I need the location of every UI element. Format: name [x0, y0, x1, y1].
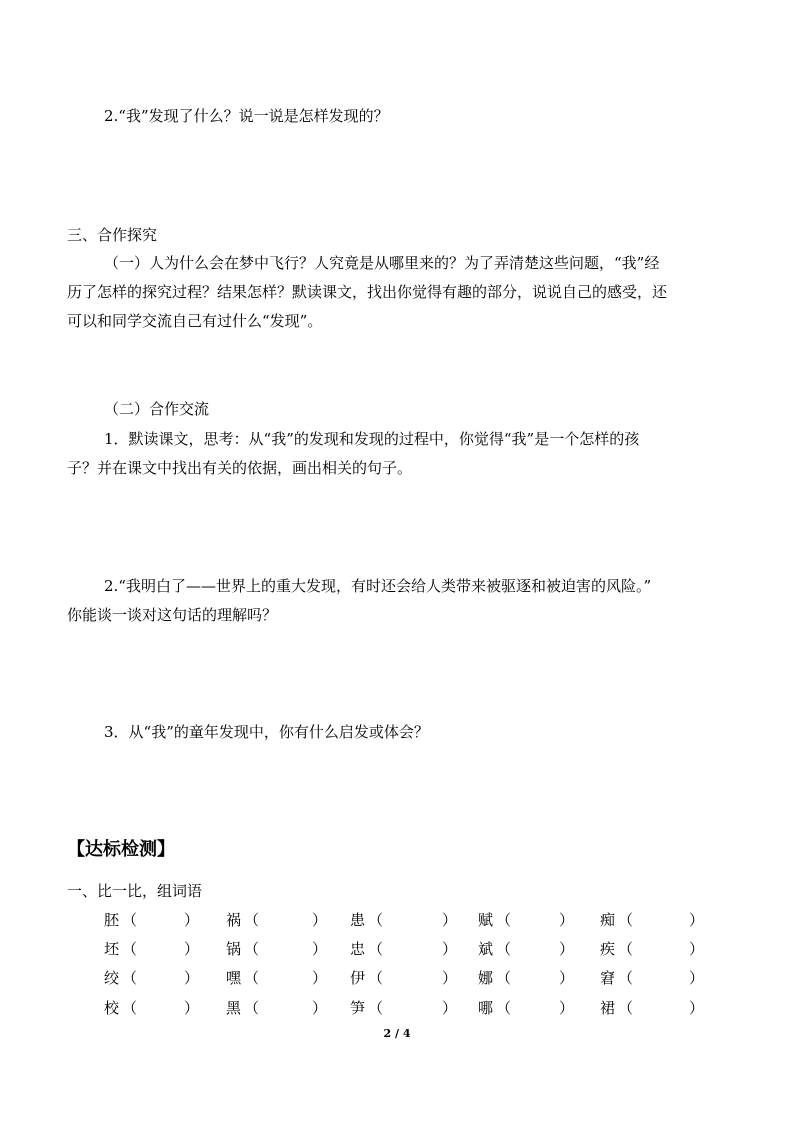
answer-blank-close: ）	[689, 969, 705, 987]
answer-blank-close: ）	[689, 999, 705, 1017]
answer-blank-open[interactable]: （	[618, 911, 634, 929]
answer-blank-open[interactable]: （	[122, 911, 138, 929]
grid-character: 娜	[478, 969, 494, 987]
page-number: 2 / 4	[383, 1027, 411, 1040]
answer-blank-close: ）	[184, 940, 200, 958]
answer-blank-open[interactable]: （	[244, 969, 260, 987]
grid-character: 痴	[600, 911, 616, 929]
answer-blank-close: ）	[184, 911, 200, 929]
question-2-line-2: 你能谈一谈对这句话的理解吗？	[67, 606, 278, 624]
answer-blank-close: ）	[559, 911, 575, 929]
answer-blank-open[interactable]: （	[122, 969, 138, 987]
grid-character: 胚	[104, 911, 120, 929]
answer-blank-close: ）	[559, 969, 575, 987]
grid-character: 黑	[226, 999, 242, 1017]
answer-blank-open[interactable]: （	[244, 999, 260, 1017]
answer-blank-close: ）	[312, 999, 328, 1017]
answer-blank-open[interactable]: （	[244, 940, 260, 958]
answer-blank-close: ）	[184, 969, 200, 987]
grid-character: 伊	[350, 969, 366, 987]
answer-blank-open[interactable]: （	[368, 940, 384, 958]
answer-blank-open[interactable]: （	[618, 969, 634, 987]
answer-blank-close: ）	[559, 940, 575, 958]
grid-character: 哪	[478, 999, 494, 1017]
answer-blank-open[interactable]: （	[496, 969, 512, 987]
answer-blank-open[interactable]: （	[244, 911, 260, 929]
answer-blank-close: ）	[442, 940, 458, 958]
answer-blank-open[interactable]: （	[122, 940, 138, 958]
grid-character: 嘿	[226, 969, 242, 987]
answer-blank-open[interactable]: （	[368, 911, 384, 929]
answer-blank-close: ）	[442, 969, 458, 987]
grid-character: 疾	[600, 940, 616, 958]
answer-blank-close: ）	[442, 999, 458, 1017]
answer-blank-close: ）	[312, 911, 328, 929]
part-1-line-2: 历了怎样的探究过程？结果怎样？默读课文，找出你觉得有趣的部分，说说自己的感受，还	[67, 283, 668, 301]
answer-blank-open[interactable]: （	[122, 999, 138, 1017]
question-1-line-2: 子？并在课文中找出有关的依据，画出相关的句子。	[67, 459, 413, 477]
grid-character: 笋	[350, 999, 366, 1017]
grid-character: 窘	[600, 969, 616, 987]
grid-character: 锅	[226, 940, 242, 958]
part-1-line-1: （一）人为什么会在梦中飞行？人究竟是从哪里来的？为了弄清楚这些问题，“我”经	[104, 254, 660, 272]
grid-character: 校	[104, 999, 120, 1017]
grid-character: 裙	[600, 999, 616, 1017]
grid-character: 忠	[350, 940, 366, 958]
question-3: 3．从“我”的童年发现中，你有什么启发或体会？	[104, 723, 429, 741]
answer-blank-close: ）	[442, 911, 458, 929]
answer-blank-close: ）	[184, 999, 200, 1017]
grid-character: 绞	[104, 969, 120, 987]
answer-blank-close: ）	[689, 911, 705, 929]
grid-character: 祸	[226, 911, 242, 929]
answer-blank-open[interactable]: （	[496, 911, 512, 929]
answer-blank-close: ）	[559, 999, 575, 1017]
section-3-heading: 三、合作探究	[67, 226, 158, 244]
part-1-line-3: 可以和同学交流自己有过什么“发现”。	[67, 312, 323, 330]
answer-blank-open[interactable]: （	[368, 969, 384, 987]
answer-blank-open[interactable]: （	[368, 999, 384, 1017]
question-2-line-1: 2.“我明白了——世界上的重大发现，有时还会给人类带来被驱逐和被迫害的风险。”	[104, 577, 652, 595]
grid-character: 赋	[478, 911, 494, 929]
grid-character: 坯	[104, 940, 120, 958]
question-1-line-1: 1．默读课文，思考：从“我”的发现和发现的过程中，你觉得“我”是一个怎样的孩	[104, 430, 640, 448]
question-2-discover: 2.“我”发现了什么？说一说是怎样发现的？	[104, 107, 389, 125]
grid-character: 斌	[478, 940, 494, 958]
assessment-heading: 【达标检测】	[67, 839, 175, 860]
answer-blank-close: ）	[312, 969, 328, 987]
assessment-subheading: 一、比一比，组词语	[67, 882, 203, 900]
answer-blank-open[interactable]: （	[496, 999, 512, 1017]
grid-character: 患	[350, 911, 366, 929]
answer-blank-close: ）	[689, 940, 705, 958]
answer-blank-close: ）	[312, 940, 328, 958]
answer-blank-open[interactable]: （	[496, 940, 512, 958]
answer-blank-open[interactable]: （	[618, 940, 634, 958]
answer-blank-open[interactable]: （	[618, 999, 634, 1017]
part-2-heading: （二）合作交流	[104, 400, 210, 418]
